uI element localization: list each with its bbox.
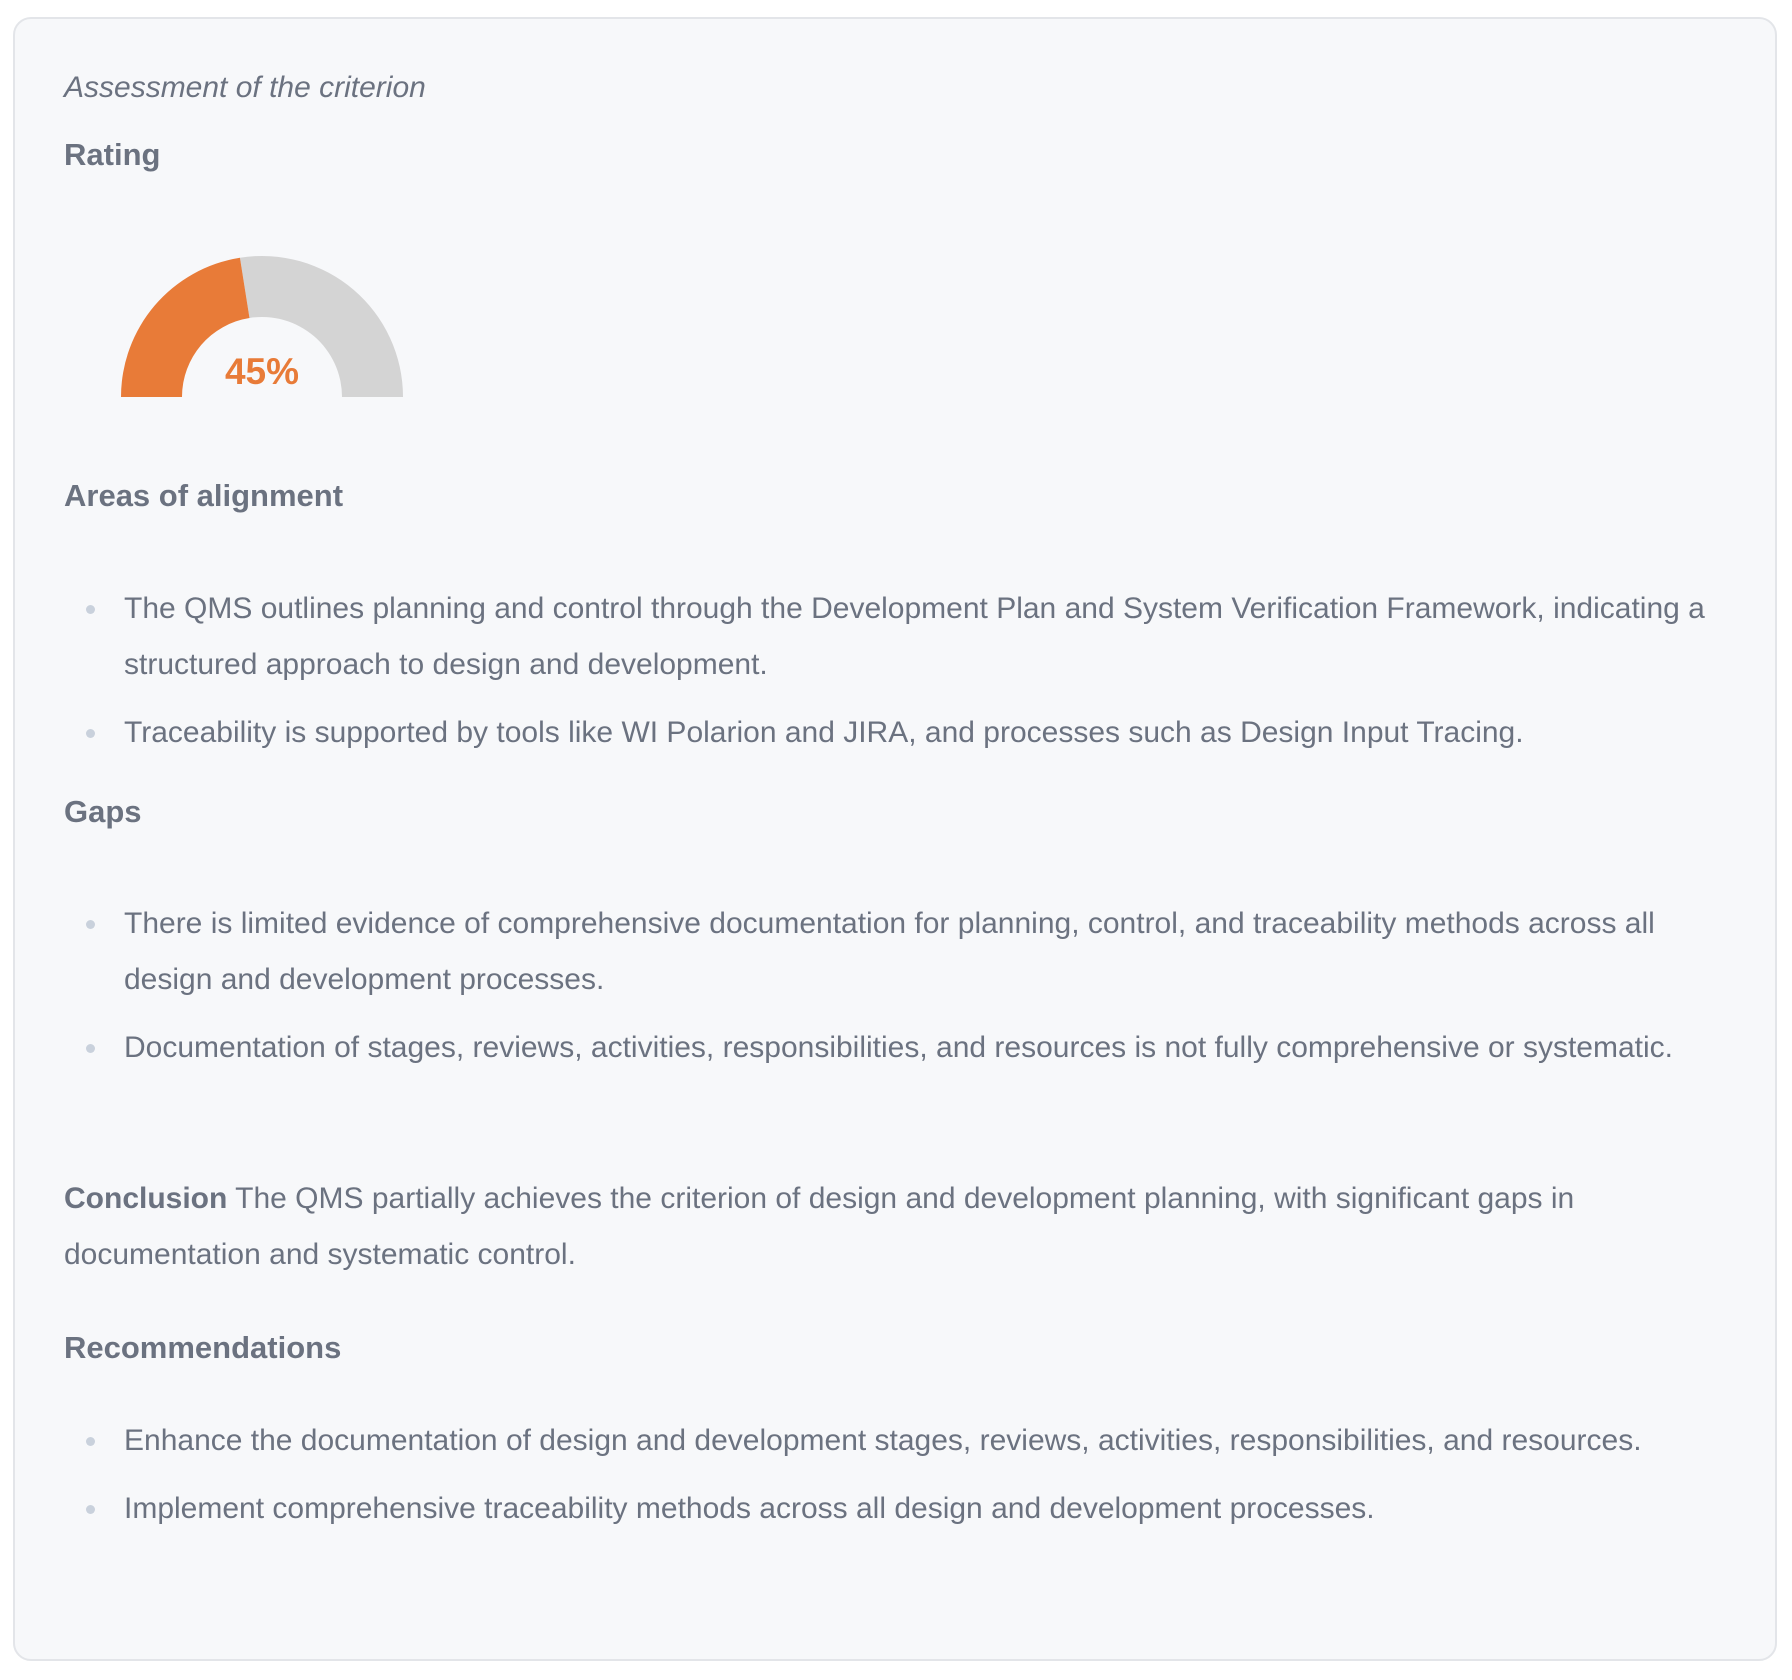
- list-item: [64, 581, 1744, 693]
- bullet-icon: [86, 729, 95, 738]
- list-item-text: Traceability is supported by tools like WI Polarion and JIRA, and processes such as Design Input Tracing.: [124, 716, 1524, 749]
- list-item-text: The QMS outlines planning and control through the Development Plan and System Verification Framework, indicating a structured approach to design and development.: [124, 592, 1705, 681]
- rating-value: 45%: [224, 351, 300, 392]
- list-item-text: Documentation of stages, reviews, activities, responsibilities, and resources is not fully comprehensive or systematic.: [124, 1031, 1673, 1064]
- list-item-text: There is limited evidence of comprehensive documentation for planning, control, and traceability methods across all design and development processes.: [124, 907, 1655, 996]
- alignment-list: [64, 581, 1744, 773]
- bullet-icon: [86, 605, 95, 614]
- list-item-text: Enhance the documentation of design and development stages, reviews, activities, responsibilities, and resources.: [124, 1424, 1642, 1457]
- list-item: [64, 896, 1744, 1008]
- bullet-icon: [86, 1505, 95, 1514]
- bullet-icon: [86, 1044, 95, 1053]
- conclusion-label: Conclusion: [64, 1182, 228, 1215]
- bullet-icon: [86, 1437, 95, 1446]
- conclusion-text: The QMS partially achieves the criterion of design and development planning, with significant gaps in documentation and systematic control.: [64, 1182, 1575, 1271]
- list-item: [64, 1020, 1744, 1076]
- recommendations-heading: Recommendations: [64, 1330, 342, 1365]
- card-subtitle: Assessment of the criterion: [64, 71, 426, 104]
- list-item: [64, 1413, 1744, 1469]
- gaps-heading: Gaps: [64, 794, 142, 829]
- list-item: [64, 1481, 1744, 1537]
- conclusion-paragraph: [64, 1171, 1754, 1283]
- list-item: [64, 705, 1744, 761]
- list-item-text: Implement comprehensive traceability methods across all design and development processes.: [124, 1492, 1375, 1525]
- alignment-heading: Areas of alignment: [64, 478, 344, 513]
- recommendations-list: [64, 1413, 1744, 1549]
- bullet-icon: [86, 920, 95, 929]
- rating-heading: Rating: [64, 137, 161, 172]
- gaps-list: [64, 896, 1744, 1088]
- assessment-card: [13, 17, 1777, 1661]
